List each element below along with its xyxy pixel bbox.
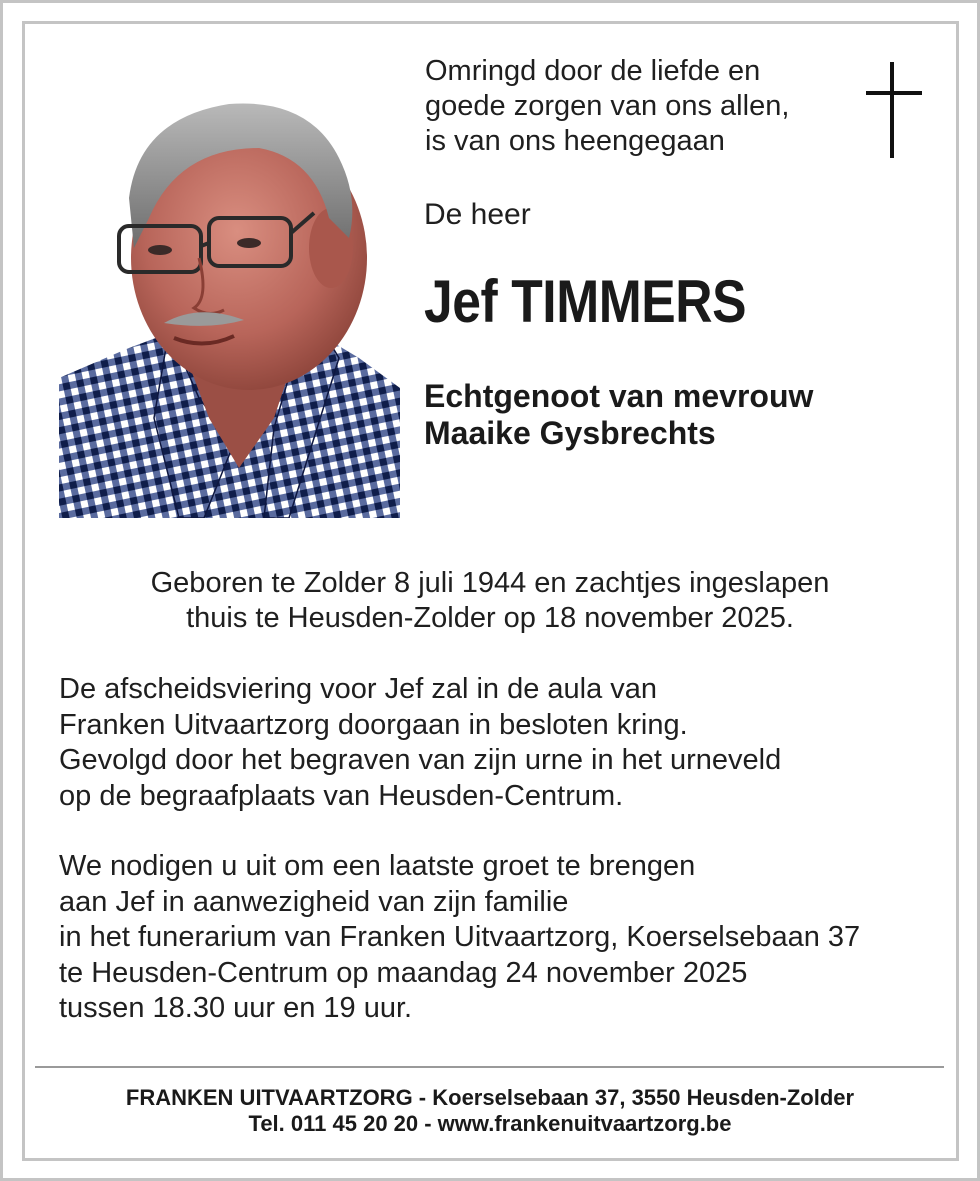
spouse-line: Echtgenoot van mevrouw	[424, 378, 814, 414]
birth-death-line: thuis te Heusden-Zolder op 18 november 2025.	[186, 602, 794, 634]
spouse-line: Maaike Gysbrechts	[424, 415, 716, 451]
intro-line: goede zorgen van ons allen,	[425, 90, 790, 122]
footer-address: FRANKEN UITVAARTZORG - Koerselsebaan 37, 3550 Heusden-Zolder	[125, 1085, 855, 1110]
footer	[30, 1085, 950, 1137]
visitation-line: in het funerarium van Franken Uitvaartzorg, Koerselsebaan 37	[59, 921, 861, 953]
footer-divider	[35, 1066, 944, 1068]
intro-text	[425, 54, 789, 159]
birth-death-text	[40, 566, 940, 636]
portrait-photo	[59, 98, 400, 518]
ceremony-line: Gevolgd door het begraven van zijn urne in het urneveld	[59, 744, 782, 776]
cross-icon	[866, 62, 922, 158]
ceremony-line: Franken Uitvaartzorg doorgaan in besloten kring.	[59, 708, 688, 741]
birth-death-line: Geboren te Zolder 8 juli 1944 en zachtjes ingeslapen	[150, 567, 830, 599]
ceremony-line: op de begraafplaats van Heusden-Centrum.	[59, 779, 624, 812]
ceremony-line: De afscheidsviering voor Jef zal in de aula van	[59, 673, 658, 705]
visitation-text	[59, 849, 860, 1027]
visitation-line: tussen 18.30 uur en 19 uur.	[59, 992, 413, 1024]
ceremony-text	[59, 672, 781, 814]
visitation-line: aan Jef in aanwezigheid van zijn familie	[59, 885, 569, 918]
honorific: De heer	[424, 198, 531, 231]
spouse-text	[424, 378, 813, 452]
visitation-line: te Heusden-Centrum op maandag 24 november 2025	[59, 956, 748, 989]
visitation-line: We nodigen u uit om een laatste groet te brengen	[59, 850, 696, 882]
deceased-name: Jef TIMMERS	[424, 268, 747, 335]
intro-line: Omringd door de liefde en	[425, 55, 761, 87]
intro-line: is van ons heengegaan	[425, 125, 725, 157]
footer-contact: Tel. 011 45 20 20 - www.frankenuitvaartzorg.be	[248, 1111, 732, 1136]
